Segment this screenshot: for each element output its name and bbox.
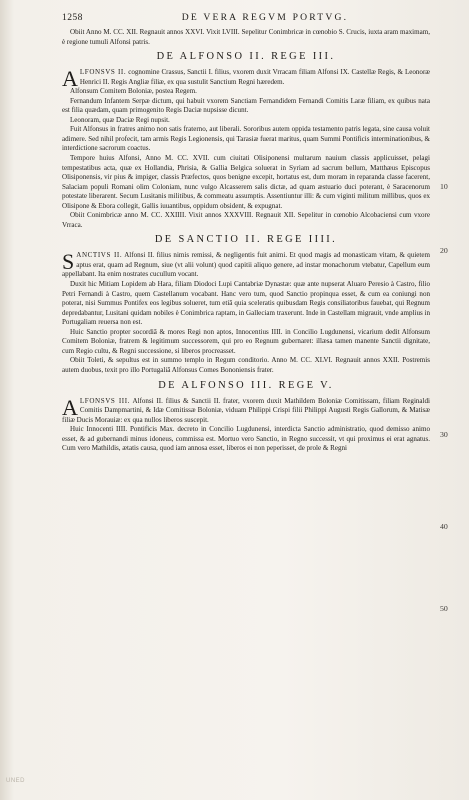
opening-paragraph: Obiit Anno M. CC. XII. Regnauit annos XXVI. Vixit LVIII. Sepelitur Conimbricæ in cœnobio S. Crucis, iuxta aram maximam, è regione tumuli Alfonsi patris. xyxy=(62,28,430,46)
section-lead-paragraph xyxy=(62,394,430,426)
paragraph: Huic Sanctio propter socordiā & mores Regi non aptos, Innocentius IIII. in Concilio Lugdunensi, vicarium dedit Alfonsum Comitem Boloniæ, fratrem & legitimum successorem, qui pro eo Regnum gubernaret: illæsa tamen manente Sanctii dignitate, cum Regio cultu, & Regni successione, si liberos procreasset. xyxy=(62,327,430,355)
section-title-alfonso-iii: DE ALFONSO III. REGE V. xyxy=(158,379,334,391)
paragraph: Tempore huius Alfonsi, Anno M. CC. XVII. cum ciuitati Olisiponensi multarum nauium classis applicuisset, pelagi tempestatibus acta, quæ ex Hollandia, Phrisia, & Gallia Belgica soluerat in Syriam ad sacrum bellum, Matthæus Episcopus Olisiponensis, vir pius & impiger, classis Præfectos, quos benigne excepit, hortatus est, dum moram in reparanda classe facerent, Salaciam populi Romani olim Coloniam, nunc vulgo Alcasserem salis dictæ, ad quam æstuario duci poterant, è Saracenorum potestate liberarent. Secum Lusitanis militibus, & commeatu assumptis. Assentiuntur illi: & cum viginti militum millibus, quos ex Olisipone & Ebora collegit, Gallis iuuantibus, oppidum obsident, & expugnat. xyxy=(62,154,430,210)
lead-text: Alfonsi II. filius & Sanctii II. frater, vxorem duxit Mathildem Boloniæ Comitissam, filiam Reginaldi Comitis Dampmartini, & Idæ Comitissæ Boloniæ, viduam Philippi Crispi filii Philippi Augusti Regis Gallorum, & Matisæ filiæ Ducis Morauiæ: ex qua nullos liberos suscepit. xyxy=(62,396,430,424)
lead-text: Alfonsi II. filius nimis remissi, & negligentis fuit animi. Et quod magis ad monasticam vitam, & quietem aptus erat, quam ad Regnum, siue (vt alii volunt) quod capitii aliquo genere, ad instar monachorum vtebatur, Capellum eum appellabant. Ita enim nostrates cucullum vocant. xyxy=(62,251,431,279)
paragraph: Leonoram, quæ Daciæ Regi nupsit. xyxy=(70,115,170,124)
paragraph: Huic Innocenti IIII. Pontificis Max. decreto in Concilio Lugdunensi, interdicta Sanctio administratio, quod demisso animo esset, & ad gubernandi minus idoneus, commissa est. Mortuo vero Sanctio, in Regno successit, vt qui proximus ei erat agnatus. Cum vero Mathildis, ætatis causa, quod iam annosa esset, liberos ei non peperisset, de prole & Regni xyxy=(62,425,430,453)
text-block xyxy=(62,28,430,454)
paragraph: Alfonsum Comitem Boloniæ, postea Regem. xyxy=(70,87,197,96)
drop-cap: A xyxy=(62,394,78,420)
paragraph: Fernandum Infantem Serpæ dictum, qui habuit vxorem Sanctiam Fernandidem Fernandi Comitis Laræ filiam, ex quibus nata est filia quædam, quam primogenito Regis Daciæ nupsisse dicunt. xyxy=(62,96,430,115)
margin-line-number: 20 xyxy=(440,246,448,255)
lead-name: LFONSVS III. xyxy=(79,396,131,405)
lead-text: cognomine Crassus, Sanctii I. filius, vxorem duxit Vrracam filiam Alfonsi IX. Castellæ Regis, & Leonoræ Henrici II. Regis Angliæ filiæ, ex qua sustulit Sanctium Regni hæredem. xyxy=(79,68,430,86)
running-title: DE VERA REGVM PORTVG. xyxy=(181,12,349,23)
paragraph: Fuit Alfonsus in fratres animo non satis fraterno, aut liberali. Sororibus autem oppida testamento patris legata, sine causa voluit adimere. Sed nihil profecit, tam armis Regis Legionensis, qui Tarasiæ fuerat maritus, quam Summi Pontificis interminationibus, & interdictione sacrorum coactus. xyxy=(62,125,430,153)
drop-cap: A xyxy=(62,66,78,92)
section-lead-paragraph xyxy=(62,251,430,280)
drop-cap: S xyxy=(62,249,75,275)
lead-name: ANCTIVS II. xyxy=(76,251,123,260)
margin-line-number: 10 xyxy=(440,182,448,191)
running-header xyxy=(62,12,430,23)
margin-line-number: 40 xyxy=(440,522,448,531)
lead-name: LFONSVS II. xyxy=(79,68,127,77)
paragraph: Obiit Toleti, & sepultus est in summo templo in Regum conditorio. Anno M. CC. XLVI. Regnauit annos XXII. Postremis autem duobus, texit pro illo Portugaliā Alfonsus Comes Bononiensis frater. xyxy=(62,356,430,374)
section-title-alfonso-ii: DE ALFONSO II. REGE III. xyxy=(156,51,336,63)
margin-line-number: 30 xyxy=(440,430,448,439)
page-number: 1258 xyxy=(62,12,83,23)
paragraph: Duxit hic Mitiam Lopidem ab Hara, filiam Diodoci Lupi Cantabriæ Dynastæ: quæ ante nupserat Aluaro Peresio à Castro, filio Petri Fernandi à Castro, quem Castellanum vocabant. Hanc vero tum, quod Sanctio propinqua esset, & cum ea coniungi non poterat, nisi Summus Pontifex eos legibus solueret, tum etiā quia sceleratis quibusdam Regis consiliatoribus fauebat, qui Regnum depredabantur, Lusitani quidam nobiles è Conimbrica raptam, in Galleciam traxerunt. Inde in Castellam migrauit, vnde amplius in Portugaliam reuersa non est. xyxy=(62,280,430,327)
library-watermark: UNED xyxy=(6,778,26,784)
paragraph: Obiit Conimbricæ anno M. CC. XXIIII. Vixit annos XXXVIII. Regnauit XII. Sepelitur in cœnobio Alcobaciensi cum vxore Vrraca. xyxy=(62,211,430,229)
section-title-sanctio-ii: DE SANCTIO II. REGE IIII. xyxy=(154,234,338,246)
margin-line-number: 50 xyxy=(440,604,448,613)
